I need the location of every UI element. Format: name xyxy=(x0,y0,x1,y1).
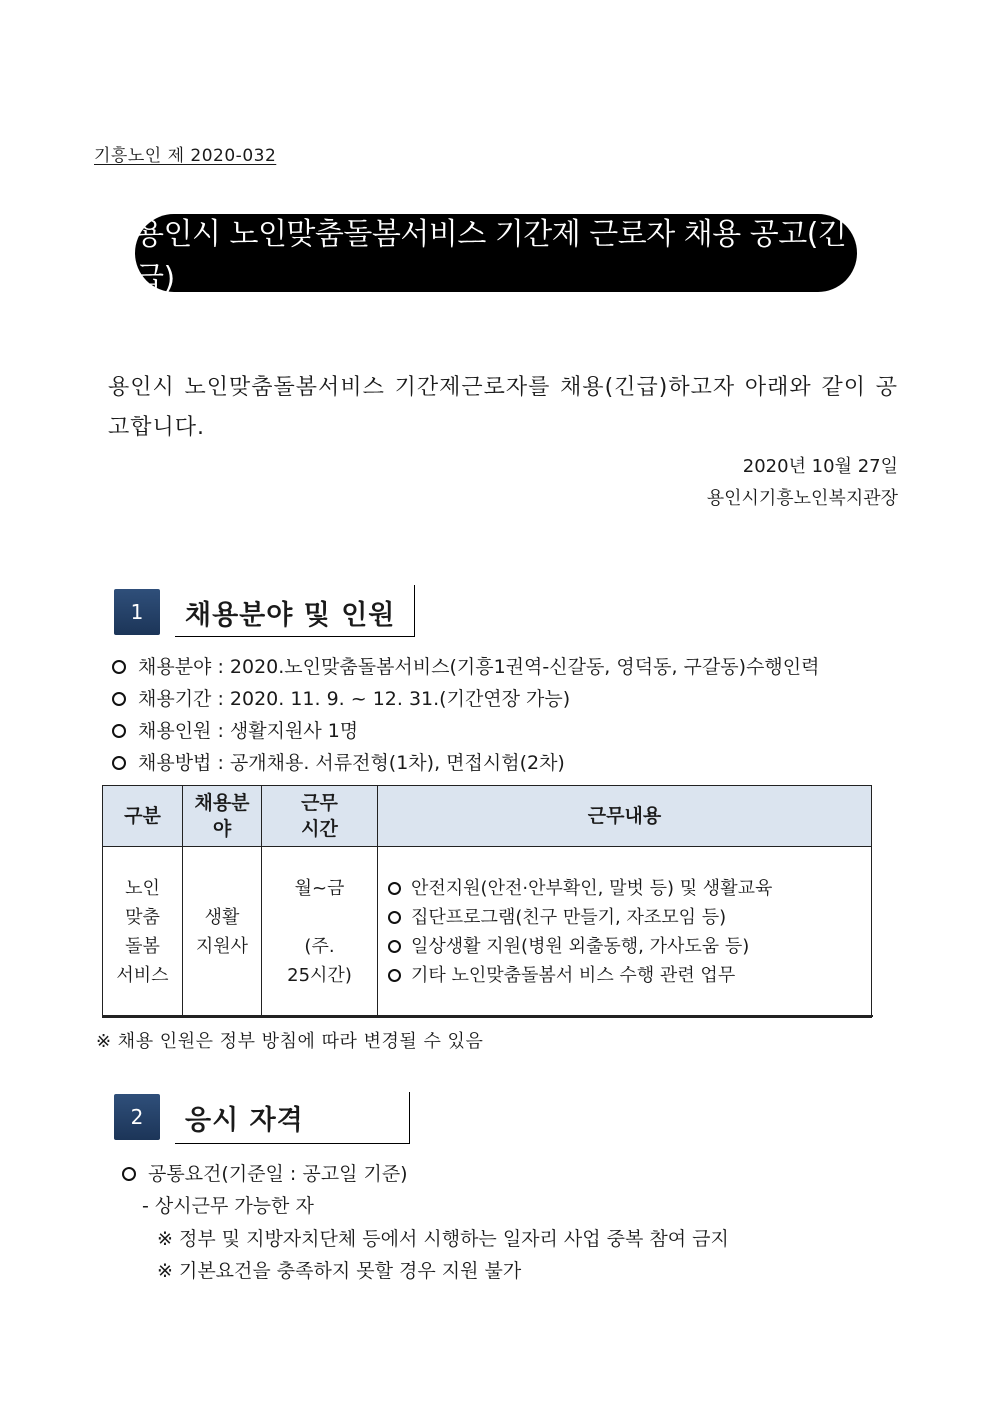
table-header-row xyxy=(103,786,872,847)
section2-sub-item: - 상시근무 가능한 자 xyxy=(142,1195,314,1217)
circle-bullet-icon xyxy=(388,911,401,924)
section1-rule-vertical xyxy=(414,585,415,637)
section1-rule-horizontal xyxy=(175,636,415,637)
circle-bullet-icon xyxy=(112,660,126,674)
table-bottom-double-rule xyxy=(102,1015,873,1017)
section1-number: 1 xyxy=(114,589,160,635)
section1-item: 채용분야 : 2020.노인맞춤돌봄서비스(기흥1권역-신갈동, 영덕동, 구갈동)수행인력 xyxy=(112,652,819,679)
circle-bullet-icon xyxy=(388,969,401,982)
section1-item: 채용방법 : 공개채용. 서류전형(1차), 면접시험(2차) xyxy=(112,748,565,775)
jobs-table xyxy=(102,785,872,1018)
header-category: 구분 xyxy=(103,786,183,847)
cell-duties xyxy=(378,847,872,1018)
cell-hours: 월~금 (주. 25시간) xyxy=(262,847,378,1018)
intro-text: 용인시 노인맞춤돌봄서비스 기간제근로자를 채용(긴급)하고자 아래와 같이 공고합니다. xyxy=(108,375,898,440)
section2-common-requirement: 공통요건(기준일 : 공고일 기준) xyxy=(122,1159,408,1186)
section2-number: 2 xyxy=(114,1094,160,1140)
section2-rule-vertical xyxy=(409,1092,410,1144)
section1-title: 채용분야 및 인원 xyxy=(185,600,396,631)
circle-bullet-icon xyxy=(122,1167,136,1181)
section2-title: 응시 자격 xyxy=(185,1105,304,1136)
duty-item: 집단프로그램(친구 만들기, 자조모임 등) xyxy=(388,903,871,932)
circle-bullet-icon xyxy=(112,756,126,770)
duty-item: 기타 노인맞춤돌봄서 비스 수행 관련 업무 xyxy=(388,961,871,990)
section1-item: 채용인원 : 생활지원사 1명 xyxy=(112,716,358,743)
section2-rule-horizontal xyxy=(175,1143,410,1144)
organization-name: 용인시기흥노인복지관장 xyxy=(706,488,898,509)
section1-item: 채용기간 : 2020. 11. 9. ~ 12. 31.(기간연장 가능) xyxy=(112,684,570,711)
header-duties: 근무내용 xyxy=(378,786,872,847)
announcement-date: 2020년 10월 27일 xyxy=(742,456,898,477)
header-field: 채용분 야 xyxy=(183,786,262,847)
circle-bullet-icon xyxy=(112,692,126,706)
section2-note: ※ 정부 및 지방자치단체 등에서 시행하는 일자리 사업 중복 참여 금지 xyxy=(157,1228,729,1250)
duty-item: 안전지원(안전·안부확인, 말벗 등) 및 생활교육 xyxy=(388,874,871,903)
page-title: 용인시 노인맞춤돌봄서비스 기간제 근로자 채용 공고(긴급) xyxy=(135,214,857,292)
circle-bullet-icon xyxy=(112,724,126,738)
table-note: ※ 채용 인원은 정부 방침에 따라 변경될 수 있음 xyxy=(96,1031,484,1052)
document-number: 기흥노인 제 2020-032 xyxy=(94,146,277,166)
cell-category: 노인 맞춤 돌봄 서비스 xyxy=(103,847,183,1018)
circle-bullet-icon xyxy=(388,882,401,895)
header-hours: 근무 시간 xyxy=(262,786,378,847)
table-row xyxy=(103,847,872,1018)
section2-note: ※ 기본요건을 충족하지 못할 경우 지원 불가 xyxy=(157,1260,522,1282)
cell-field: 생활 지원사 xyxy=(183,847,262,1018)
circle-bullet-icon xyxy=(388,940,401,953)
duty-item: 일상생활 지원(병원 외출동행, 가사도움 등) xyxy=(388,932,871,961)
